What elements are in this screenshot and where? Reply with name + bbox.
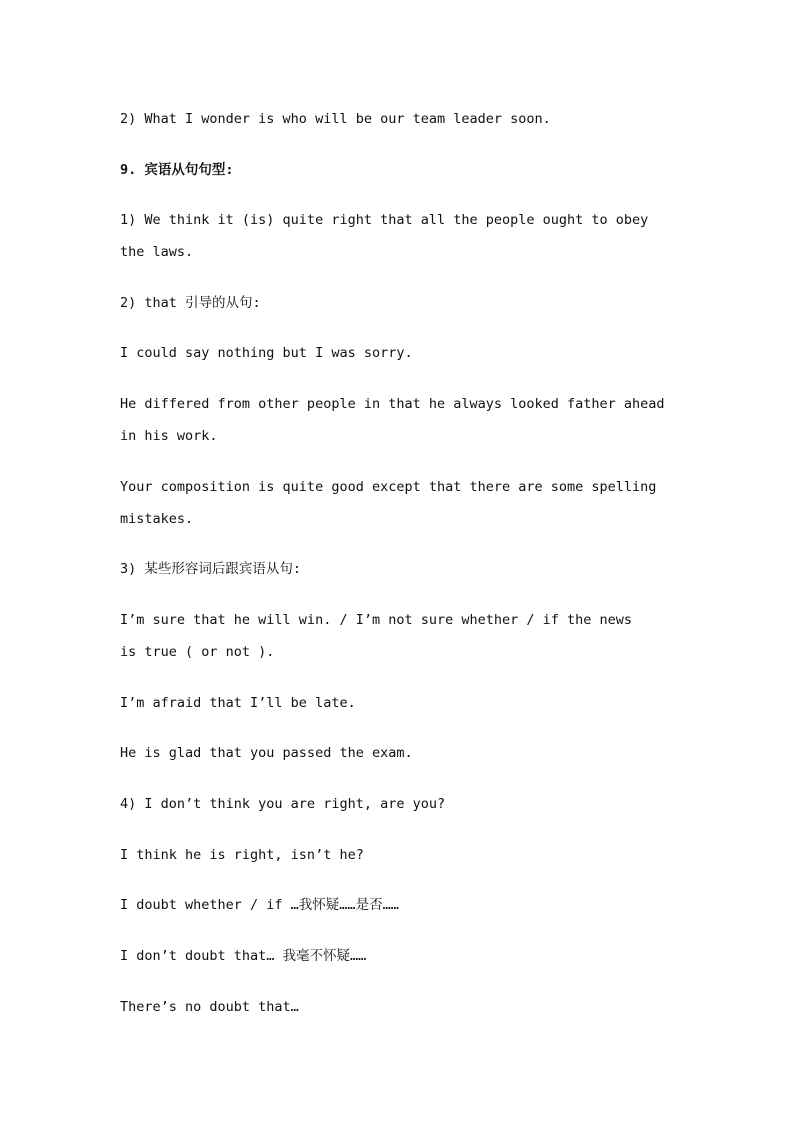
text-line: the laws. xyxy=(120,244,194,260)
text-line: 2) that 引导的从句: xyxy=(120,295,261,311)
text-line: Your composition is quite good except that there are some spelling xyxy=(120,479,657,495)
text-line: is true ( or not ). xyxy=(120,644,275,660)
text-line: I don’t doubt that… 我毫不怀疑…… xyxy=(120,948,367,964)
text-line: in his work. xyxy=(120,428,218,444)
text-line: 4) I don’t think you are right, are you? xyxy=(120,796,446,812)
text-line: mistakes. xyxy=(120,511,194,527)
text-line: I’m afraid that I’ll be late. xyxy=(120,695,356,711)
text-line: He is glad that you passed the exam. xyxy=(120,745,413,761)
section-heading: 9. 宾语从句句型: xyxy=(120,162,234,178)
text-line: He differed from other people in that he always looked father ahead xyxy=(120,396,665,412)
text-line: There’s no doubt that… xyxy=(120,999,299,1015)
text-line: I’m sure that he will win. / I’m not sure whether / if the news xyxy=(120,612,633,628)
text-line: I could say nothing but I was sorry. xyxy=(120,345,413,361)
text-line: 2) What I wonder is who will be our team leader soon. xyxy=(120,111,551,127)
text-line: I think he is right, isn’t he? xyxy=(120,847,364,863)
text-line: 3) 某些形容词后跟宾语从句: xyxy=(120,561,302,577)
text-line: 1) We think it (is) quite right that all the people ought to obey xyxy=(120,212,649,228)
text-line: I doubt whether / if …我怀疑……是否…… xyxy=(120,897,399,913)
